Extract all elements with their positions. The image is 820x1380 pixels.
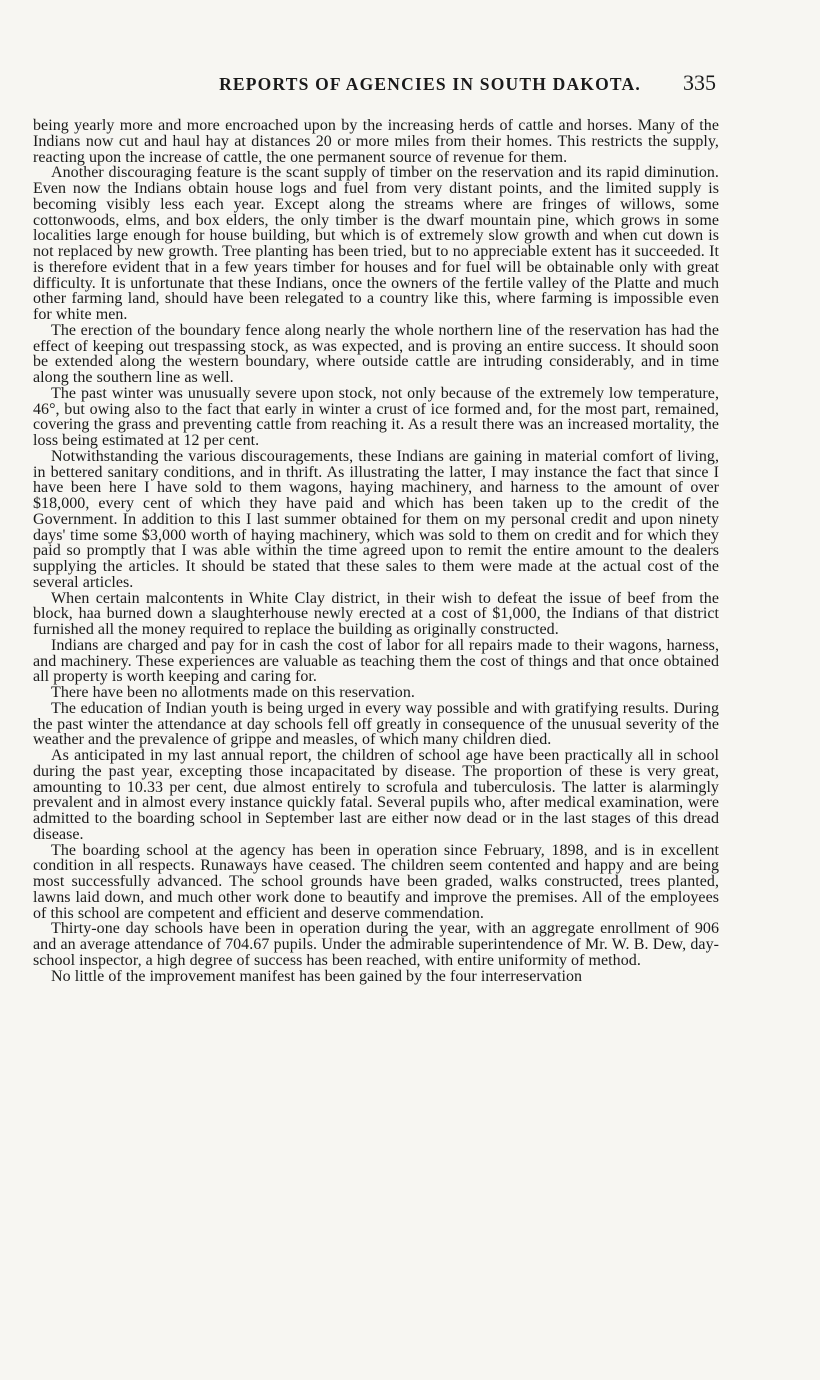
- body-text: [33, 118, 719, 984]
- page-header: [0, 70, 820, 100]
- paragraph-11: The boarding school at the agency has been in operation since February, 1898, and is in excellent condition in all respects. Runaways have ceased. The children seem contented and happy and are being most successfully advanced. The school grounds have been graded, walks constructed, trees planted, lawns laid down, and much other work done to beautify and improve the premises. All of the employees of this school are competent and efficient and deserve commendation.: [33, 841, 719, 922]
- running-head: REPORTS OF AGENCIES IN SOUTH DAKOTA.: [219, 74, 641, 94]
- paragraph-3: The erection of the boundary fence along nearly the whole northern line of the reservation has had the effect of keeping out trespassing stock, as was expected, and is proving an entire success. It should soon be extended along the western boundary, where outside cattle are intruding considerably, and in time along the southern line as well.: [33, 321, 719, 386]
- paragraph-2: Another discouraging feature is the scant supply of timber on the reservation and its rapid diminution. Even now the Indians obtain house logs and fuel from very distant points, and the limited supply is becoming visibly less each year. Except along the streams where are fringes of willows, some cottonwoods, elms, and box elders, the only timber is the dwarf mountain pine, which grows in some localities large enough for house building, but which is of extremely slow growth and when cut down is not replaced by new growth. Tree planting has been tried, but to no appreciable extent has it succeeded. It is therefore evident that in a few years timber for houses and for fuel will be obtainable only with great difficulty. It is unfortunate that these Indians, once the owners of the fertile valley of the Platte and much other farming land, should have been relegated to a country like this, where farming is impossible even for white men.: [33, 164, 719, 323]
- paragraph-1: being yearly more and more encroached upon by the increasing herds of cattle and horses. Many of the Indians now cut and haul hay at distances 20 or more miles from their homes. This restricts the supply, reacting upon the increase of cattle, the one permanent source of revenue for them.: [33, 117, 719, 166]
- paragraph-12: Thirty-one day schools have been in operation during the year, with an aggregate enrollment of 906 and an average attendance of 704.67 pupils. Under the admirable superintendence of Mr. W. B. Dew, day-school inspector, a high degree of success has been reached, with entire uniformity of method.: [33, 920, 719, 969]
- paragraph-13: No little of the improvement manifest has been gained by the four interreservation: [51, 967, 583, 985]
- paragraph-8: There have been no allotments made on this reservation.: [51, 684, 415, 701]
- paragraph-5: Notwithstanding the various discouragements, these Indians are gaining in material comfort of living, in bettered sanitary conditions, and in thrift. As illustrating the latter, I may instance the fact that since I have been here I have sold to them wagons, haying machinery, and harness to the amount of over $18,000, every cent of which they have paid and which has been taken up to the credit of the Government. In addition to this I last summer obtained for them on my personal credit and upon ninety days' time some $3,000 worth of haying machinery, which was sold to them on credit and for which they paid so promptly that I was able within the time agreed upon to remit the entire amount to the dealers supplying the articles. It should be stated that these sales to them were made at the actual cost of the several articles.: [33, 447, 719, 591]
- paragraph-9: The education of Indian youth is being urged in every way possible and with gratifying results. During the past winter the attendance at day schools fell off greatly in consequence of the unusual severity of the weather and the prevalence of grippe and measles, of which many children died.: [33, 699, 719, 749]
- paragraph-6: When certain malcontents in White Clay district, in their wish to defeat the issue of beef from the block, haa burned down a slaughterhouse newly erected at a cost of $1,000, the Indians of that district furnished all the money required to replace the building as originally constructed.: [33, 589, 719, 638]
- paragraph-4: The past winter was unusually severe upon stock, not only because of the extremely low temperature, 46°, but owing also to the fact that early in winter a crust of ice formed and, for the most part, remained, covering the grass and preventing cattle from reaching it. As a result there was an increased mortality, the loss being estimated at 12 per cent.: [33, 384, 719, 449]
- page-number: 335: [683, 70, 716, 95]
- paragraph-10: As anticipated in my last annual report, the children of school age have been practically all in school during the past year, excepting those incapacitated by disease. The proportion of these is very great, amounting to 10.33 per cent, due almost entirely to scrofula and tuberculosis. The latter is alarmingly prevalent and in almost every instance quickly fatal. Several pupils who, after medical examination, were admitted to the boarding school in September last are either now dead or in the last stages of this dread disease.: [33, 747, 719, 843]
- paragraph-7: Indians are charged and pay for in cash the cost of labor for all repairs made to their wagons, harness, and machinery. These experiences are valuable as teaching them the cost of things and that once obtained all property is worth keeping and caring for.: [33, 636, 719, 686]
